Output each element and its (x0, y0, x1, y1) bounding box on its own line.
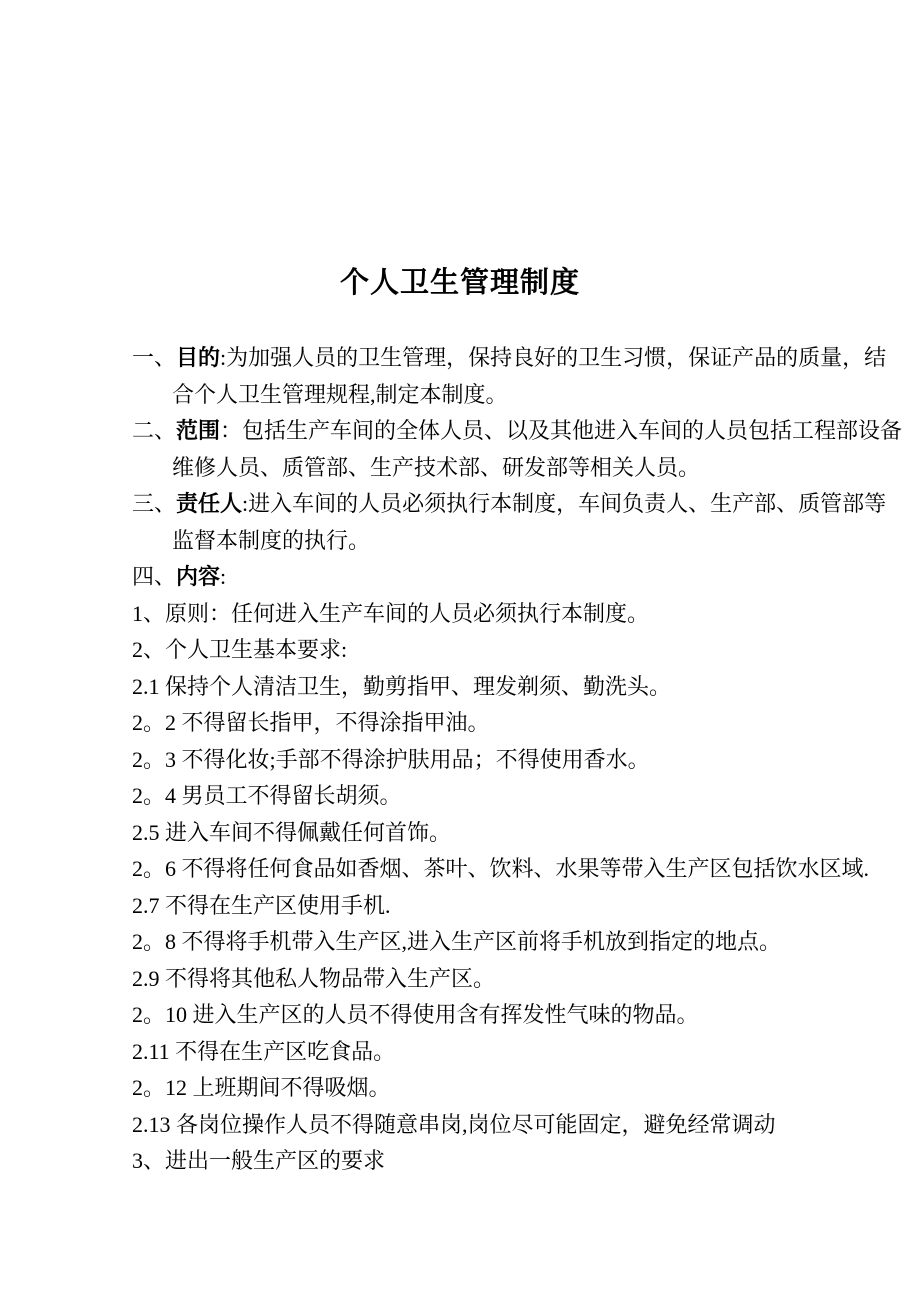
section-text: : (220, 564, 227, 589)
section-responsible-continuation: 监督本制度的执行。 (172, 527, 371, 553)
list-item: 2.13 各岗位操作人员不得随意串岗,岗位尽可能固定，避免经常调动 (132, 1111, 776, 1137)
list-item: 2、个人卫生基本要求: (132, 637, 348, 662)
page-title: 个人卫生管理制度 (339, 267, 580, 299)
list-item: 3、进出一般生产区的要求 (132, 1148, 386, 1173)
section-label: 责任人 (176, 491, 243, 516)
section-label: 内容 (176, 564, 221, 589)
list-item: 2。6 不得将任何食品如香烟、茶叶、饮料、水果等带入生产区包括饮水区域. (132, 856, 870, 881)
section-scope-continuation: 维修人员、质管部、生产技术部、研发部等相关人员。 (172, 454, 701, 480)
section-label: 范围 (176, 418, 221, 443)
list-item: 2。10 进入生产区的人员不得使用含有挥发性气味的物品。 (132, 1002, 699, 1027)
section-text: :进入车间的人员必须执行本制度，车间负责人、生产部、质管部等 (242, 491, 887, 516)
list-item: 2.9 不得将其他私人物品带入生产区。 (132, 965, 496, 991)
list-item: 2.5 进入车间不得佩戴任何首饰。 (132, 819, 452, 845)
section-responsible-heading (132, 486, 887, 523)
section-number: 一、 (132, 345, 177, 370)
list-item: 2。12 上班期间不得吸烟。 (132, 1075, 391, 1100)
document-body (132, 340, 903, 1180)
section-text: ：包括生产车间的全体人员、以及其他进入车间的人员包括工程部设备 (220, 418, 903, 443)
section-number: 二、 (132, 418, 177, 443)
section-text: :为加强人员的卫生管理，保持良好的卫生习惯，保证产品的质量，结 (220, 345, 887, 370)
section-number: 四、 (132, 564, 177, 589)
list-item: 2。2 不得留长指甲，不得涂指甲油。 (132, 710, 490, 735)
list-item: 2。4 男员工不得留长胡须。 (132, 783, 402, 808)
section-purpose-continuation: 合个人卫生管理规程,制定本制度。 (172, 381, 508, 407)
section-scope-heading (132, 413, 903, 450)
list-item: 2.7 不得在生产区使用手机. (132, 892, 391, 918)
list-item: 2。8 不得将手机带入生产区,进入生产区前将手机放到指定的地点。 (132, 929, 782, 954)
section-number: 三、 (132, 491, 177, 516)
list-item: 2.1 保持个人清洁卫生，勤剪指甲、理发剃须、勤洗头。 (132, 673, 672, 699)
list-item: 2。3 不得化妆;手部不得涂护肤用品；不得使用香水。 (132, 746, 650, 772)
section-purpose-heading (132, 340, 887, 377)
section-label: 目的 (176, 345, 221, 370)
list-item: 1、原则：任何进入生产车间的人员必须执行本制度。 (132, 600, 650, 626)
list-item: 2.11 不得在生产区吃食品。 (132, 1038, 396, 1064)
section-content-heading (132, 559, 804, 596)
